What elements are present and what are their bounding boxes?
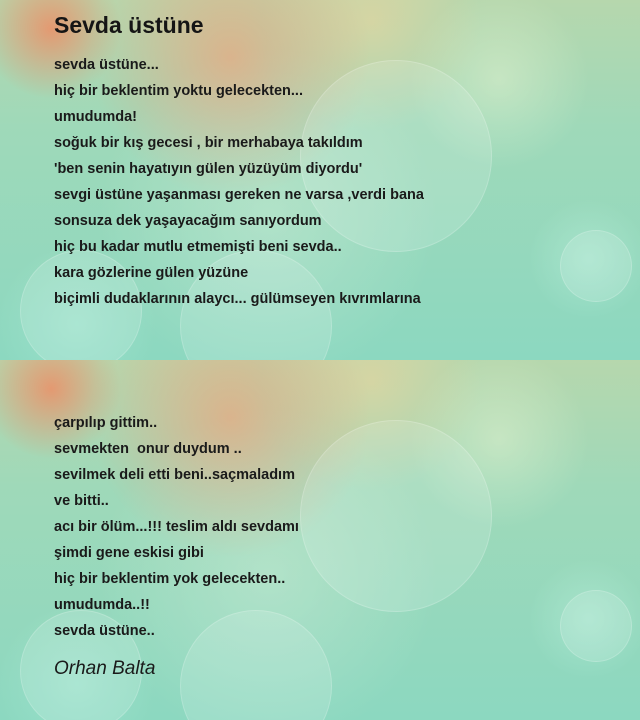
poem-line: şimdi gene eskisi gibi: [54, 545, 204, 561]
poem-line: sevilmek deli etti beni..saçmaladım: [54, 467, 295, 483]
poem-line: 'ben senin hayatıyın gülen yüzüyüm diyordu': [54, 161, 363, 177]
poem-line: kara gözlerine gülen yüzüne: [54, 265, 249, 281]
poem-stanza-2: [54, 410, 299, 644]
poem-stanza-1: [54, 52, 424, 312]
poem-line: sevmekten onur duydum ..: [54, 441, 242, 457]
poem-line: soğuk bir kış gecesi , bir merhabaya takıldım: [54, 135, 363, 151]
poem-line: hiç bir beklentim yoktu gelecekten...: [54, 83, 303, 99]
poem-line: umudumda!: [54, 109, 137, 125]
bokeh-circle: [560, 230, 632, 302]
poem-line: çarpılıp gittim..: [54, 415, 158, 431]
poem-line: sevgi üstüne yaşanması gereken ne varsa ,verdi bana: [54, 187, 424, 203]
poem-title: Sevda üstüne: [54, 12, 204, 38]
poem-line: sevda üstüne...: [54, 57, 159, 73]
poem-line: sevda üstüne..: [54, 623, 155, 639]
bokeh-circle: [560, 590, 632, 662]
poem-line: biçimli dudaklarının alaycı... gülümseyen kıvrımlarına: [54, 291, 421, 307]
bokeh-circle: [300, 420, 492, 612]
poem-line: acı bir ölüm...!!! teslim aldı sevdamı: [54, 519, 299, 535]
poem-line: hiç bir beklentim yok gelecekten..: [54, 571, 286, 587]
poem-line: sonsuza dek yaşayacağım sanıyordum: [54, 213, 322, 229]
poem-line: ve bitti..: [54, 493, 109, 509]
poem-author: Orhan Balta: [54, 658, 156, 679]
poem-line: umudumda..!!: [54, 597, 150, 613]
poem-line: hiç bu kadar mutlu etmemişti beni sevda..: [54, 239, 342, 255]
poem-panel-bottom: [0, 360, 640, 720]
